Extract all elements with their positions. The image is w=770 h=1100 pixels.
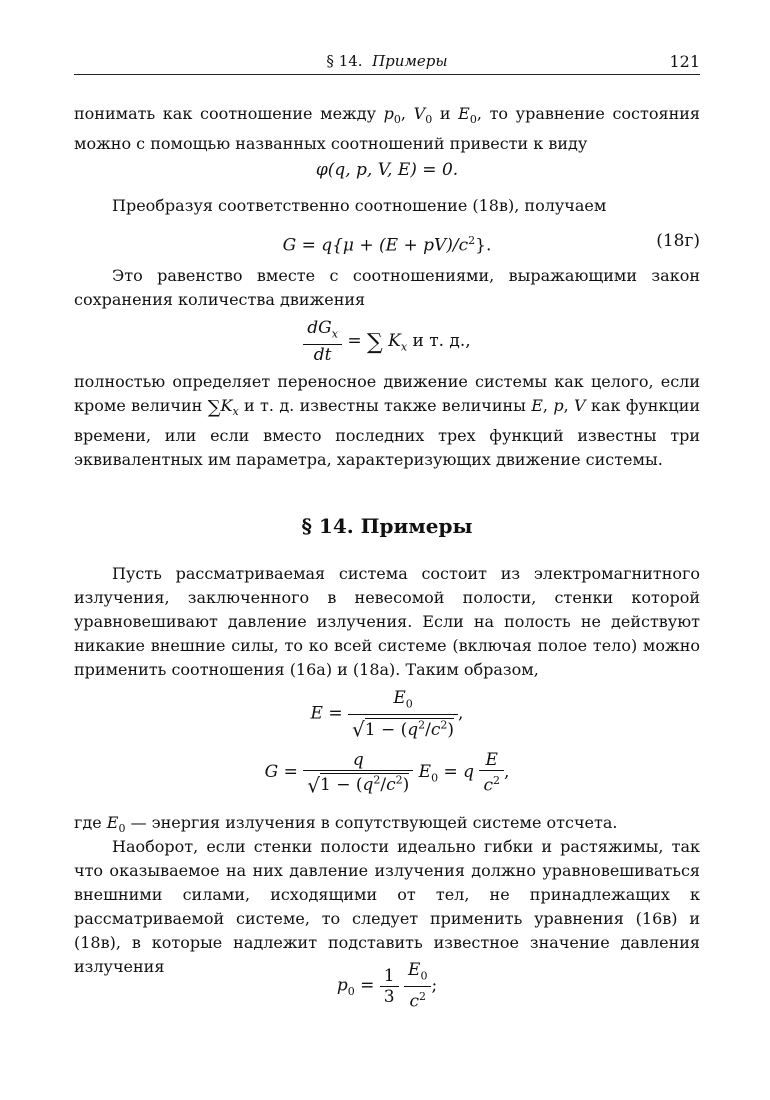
equation-18g: $G = q\{\mu + (E + pV)/c^2\}$. (18г) — [282, 231, 700, 256]
momentum-den: dt — [313, 345, 332, 366]
p1-text-c: , то уравнение состояния можно с помощью названных соотношений привести к виду — [74, 104, 701, 154]
equation-state-text: φ(q, p, V, E) = 0. — [315, 160, 459, 180]
pressure-den1: 3 — [383, 986, 395, 1007]
momentum-rad-end: , — [503, 762, 510, 782]
energy-fraction: $\frac{E_0}{√1 - (q^2/c^2)}$ — [348, 688, 458, 740]
section-heading: § 14. Примеры — [301, 514, 473, 538]
momentum-rad-lhs: G = — [264, 762, 298, 782]
paragraph-2: Преобразуя соответственно соотношение (18в), получаем — [112, 196, 607, 215]
momentum-rad-fraction: $\frac{q}{√1 - (q^2/c^2)}$ — [303, 750, 413, 796]
p4-text-b: и т. д. известны также величины — [238, 396, 532, 415]
pressure-fraction-2: $\frac{E_0}{c^2}$ — [404, 960, 431, 1012]
running-header — [74, 52, 700, 75]
p1-text-b: и — [432, 104, 459, 123]
momentum-rad-e: E — [413, 762, 432, 782]
equation-18g-lhs: G = q{μ + (E + pV)/c — [282, 235, 469, 256]
momentum-num: dG — [307, 318, 332, 338]
paragraph-7: Наоборот, если стенки полости идеально гибки и растяжимы, так что оказываемое на них давление излучения должно уравновешиваться внешними силами, исходящими от тел, не принадлежащих к рассматриваемой системе, то следует применить уравнения (16в) и (18в), в которые надлежит подставить известное значение давления излучения — [74, 837, 700, 976]
paragraph-4: полностью определяет переносное движение системы как целого, если кроме величин $\sum K_x$ и т. д. известны также величины E, p, V как функции времени, или если вместо последних трех функций известны три эквивалентных им параметра, характеризующих движение системы. — [74, 372, 701, 470]
header-title: Примеры — [372, 52, 448, 70]
pressure-fraction-1 — [380, 966, 399, 1007]
page-number: 121 — [669, 52, 700, 71]
p4-text-c: как функции времени, или если вместо последних трех функций известны три эквивалентных им параметра, характеризующих движение системы. — [74, 396, 701, 470]
equation-18g-rhs: }. — [475, 235, 492, 256]
pressure-lhs: p — [336, 975, 348, 996]
equation-pressure: $p_0$ = $\frac{1}{3}$ $\frac{E_0}{c^2}$ ; — [336, 960, 438, 1013]
pressure-num1: 1 — [380, 966, 399, 987]
paragraph-3: Это равенство вместе с соотношениями, выражающими закон сохранения количества движения — [74, 266, 700, 309]
equation-momentum-radiation: G = $\frac{q}{√1 - (q^2/c^2)}$ $E_0 = q$ $\frac{E}{c^2}$ , — [264, 749, 510, 798]
paragraph-6: где $E_0$ — энергия излучения в сопутствующей системе отсчета. — [74, 813, 618, 836]
momentum-rad-num: q — [303, 750, 413, 771]
momentum-rad-fraction-2: $\frac{E}{c^2}$ — [479, 750, 504, 796]
momentum-rad-eq: = q — [438, 762, 475, 782]
momentum-eq: = — [341, 331, 368, 352]
p4-text-a: полностью определяет переносное движение системы как целого, если кроме величин — [74, 372, 700, 415]
pressure-end: ; — [431, 975, 438, 996]
header-section: § 14. — [326, 52, 363, 70]
pressure-eq: = — [354, 975, 380, 996]
equation-energy: E = $\frac{E_0}{√1 - (q^2/c^2)}$ , — [310, 688, 464, 743]
equation-momentum: $\frac{dG_x}{dt}$ = ∑ $K_x$ и т. д., — [74, 318, 700, 365]
equation-18g-tag: (18г) — [656, 231, 700, 251]
momentum-rest: и т. д., — [407, 331, 471, 352]
paragraph-1: понимать как соотношение между $p_0$, $V_0$ и $E_0$, то уравнение состояния можно с помощью названных соотношений привести к виду — [74, 104, 701, 154]
p6-text-b: — энергия излучения в сопутствующей системе отсчета. — [125, 813, 618, 832]
p1-text-a: понимать как соотношение между — [74, 104, 384, 123]
paragraph-5: Пусть рассматриваемая система состоит из электромагнитного излучения, заключенного в невесомой полости, стенки которой уравновешивают давление излучения. Если на полость не действуют никакие внешние силы, то ко всей системе (включая полое тело) можно применить соотношения (16а) и (18а). Таким образом, — [74, 564, 700, 679]
momentum-fraction: $\frac{dG_x}{dt}$ — [303, 318, 342, 365]
p6-text-a: где — [74, 813, 107, 832]
equation-state — [74, 158, 700, 182]
header-section-title — [74, 52, 700, 70]
energy-lhs: E = — [310, 703, 343, 724]
